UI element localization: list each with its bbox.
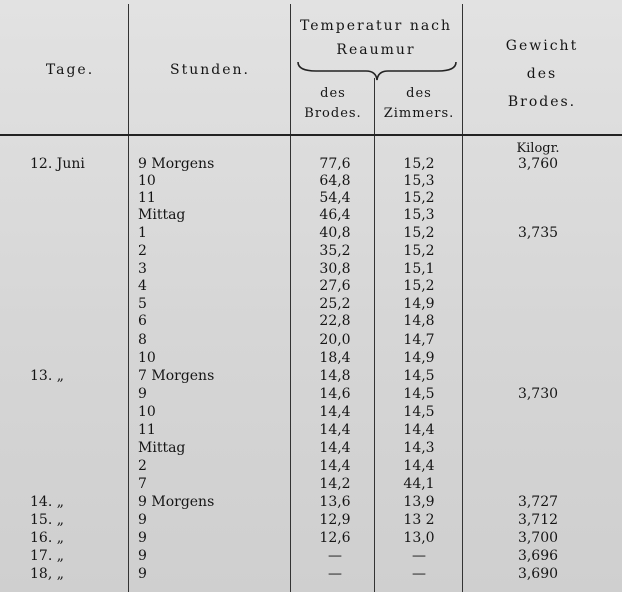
row-tag-cell: 13. „: [30, 368, 64, 384]
row-zimmer-cell: 14,5: [403, 404, 435, 420]
row-stunde-cell: 10: [138, 173, 156, 189]
row-brod-cell: 35,2: [319, 243, 351, 259]
row-tag-cell: 16. „: [30, 530, 64, 546]
unit-label: Kilogr.: [516, 141, 560, 156]
header-tage: Tage.: [45, 62, 95, 78]
row-stunde-cell: 7 Morgens: [138, 368, 215, 384]
row-stunde-cell: 9: [138, 530, 147, 546]
brace-icon: [296, 60, 458, 82]
row-zimmer-cell: 15,2: [403, 156, 435, 172]
header-temperatur: Temperatur nach: [299, 18, 453, 34]
header-stunden: Stunden.: [170, 62, 250, 78]
row-brod-cell: 54,4: [319, 190, 351, 206]
row-brod-cell: —: [328, 548, 342, 564]
row-zimmer-cell: 14,5: [403, 386, 435, 402]
row-brod-cell: 40,8: [319, 225, 351, 241]
row-zimmer-cell: 14,3: [403, 440, 435, 456]
row-zimmer-cell: 14,4: [403, 458, 435, 474]
row-stunde-cell: 9 Morgens: [138, 156, 215, 172]
row-stunde-cell: 1: [138, 225, 147, 241]
row-stunde-cell: 9 Morgens: [138, 494, 215, 510]
row-zimmer-cell: —: [412, 548, 426, 564]
row-stunde-cell: 8: [138, 332, 147, 348]
header-gewicht: Gewicht: [505, 38, 579, 54]
row-stunde-cell: 2: [138, 458, 147, 474]
column-rule: [128, 4, 129, 592]
row-brod-cell: 25,2: [319, 296, 351, 312]
header-brodes-gewicht: Brodes.: [507, 94, 577, 110]
row-zimmer-cell: 15,2: [403, 243, 435, 259]
row-stunde-cell: 11: [138, 190, 156, 206]
header-des-brod: des: [320, 86, 346, 101]
row-stunde-cell: Mittag: [138, 207, 186, 223]
row-tag-cell: 18, „: [30, 566, 64, 582]
column-rule: [374, 78, 375, 592]
header-brodes: Brodes.: [304, 106, 362, 121]
row-brod-cell: 14,4: [319, 404, 351, 420]
header-des-zimmer: des: [406, 86, 432, 101]
row-zimmer-cell: 14,8: [403, 313, 435, 329]
row-gewicht-cell: 3,712: [517, 512, 559, 528]
row-stunde-cell: 11: [138, 422, 156, 438]
row-stunde-cell: 7: [138, 476, 147, 492]
row-brod-cell: 77,6: [319, 156, 351, 172]
row-zimmer-cell: 13,9: [403, 494, 435, 510]
row-brod-cell: 14,4: [319, 440, 351, 456]
row-brod-cell: 27,6: [319, 278, 351, 294]
row-brod-cell: 14,4: [319, 458, 351, 474]
row-tag-cell: 12. Juni: [30, 156, 85, 172]
row-brod-cell: 20,0: [319, 332, 351, 348]
row-brod-cell: 64,8: [319, 173, 351, 189]
row-brod-cell: 14,8: [319, 368, 351, 384]
row-zimmer-cell: 44,1: [403, 476, 435, 492]
row-brod-cell: 14,6: [319, 386, 351, 402]
row-zimmer-cell: 13,0: [403, 530, 435, 546]
row-gewicht-cell: 3,700: [517, 530, 559, 546]
row-brod-cell: 14,2: [319, 476, 351, 492]
row-stunde-cell: 2: [138, 243, 147, 259]
header-des-gewicht: des: [526, 66, 558, 82]
header-reaumur: Reaumur: [336, 42, 416, 58]
row-stunde-cell: 10: [138, 404, 156, 420]
row-stunde-cell: 6: [138, 313, 147, 329]
row-brod-cell: 22,8: [319, 313, 351, 329]
row-zimmer-cell: 15,2: [403, 225, 435, 241]
row-stunde-cell: 9: [138, 566, 147, 582]
row-stunde-cell: 9: [138, 548, 147, 564]
row-tag-cell: 15. „: [30, 512, 64, 528]
row-brod-cell: 14,4: [319, 422, 351, 438]
row-zimmer-cell: —: [412, 566, 426, 582]
row-brod-cell: 12,9: [319, 512, 351, 528]
row-gewicht-cell: 3,727: [517, 494, 559, 510]
row-stunde-cell: 5: [138, 296, 147, 312]
row-stunde-cell: 3: [138, 261, 147, 277]
row-brod-cell: 13,6: [319, 494, 351, 510]
row-zimmer-cell: 15,1: [403, 261, 435, 277]
row-gewicht-cell: 3,760: [517, 156, 559, 172]
row-gewicht-cell: 3,690: [517, 566, 559, 582]
column-rule: [462, 4, 463, 592]
row-stunde-cell: 10: [138, 350, 156, 366]
header-rule: [0, 134, 622, 136]
row-zimmer-cell: 14,9: [403, 296, 435, 312]
row-zimmer-cell: 13 2: [403, 512, 435, 528]
row-tag-cell: 17. „: [30, 548, 64, 564]
row-zimmer-cell: 14,5: [403, 368, 435, 384]
row-stunde-cell: 4: [138, 278, 147, 294]
row-stunde-cell: 9: [138, 386, 147, 402]
row-zimmer-cell: 15,3: [403, 173, 435, 189]
row-tag-cell: 14. „: [30, 494, 64, 510]
row-gewicht-cell: 3,735: [517, 225, 559, 241]
row-stunde-cell: 9: [138, 512, 147, 528]
row-stunde-cell: Mittag: [138, 440, 186, 456]
row-zimmer-cell: 14,9: [403, 350, 435, 366]
row-zimmer-cell: 15,3: [403, 207, 435, 223]
row-brod-cell: 18,4: [319, 350, 351, 366]
row-gewicht-cell: 3,696: [517, 548, 559, 564]
row-zimmer-cell: 15,2: [403, 278, 435, 294]
row-zimmer-cell: 15,2: [403, 190, 435, 206]
row-brod-cell: 46,4: [319, 207, 351, 223]
row-gewicht-cell: 3,730: [517, 386, 559, 402]
row-brod-cell: —: [328, 566, 342, 582]
row-zimmer-cell: 14,4: [403, 422, 435, 438]
column-rule: [290, 4, 291, 592]
row-zimmer-cell: 14,7: [403, 332, 435, 348]
row-brod-cell: 30,8: [319, 261, 351, 277]
row-brod-cell: 12,6: [319, 530, 351, 546]
header-zimmers: Zimmers.: [383, 106, 455, 121]
